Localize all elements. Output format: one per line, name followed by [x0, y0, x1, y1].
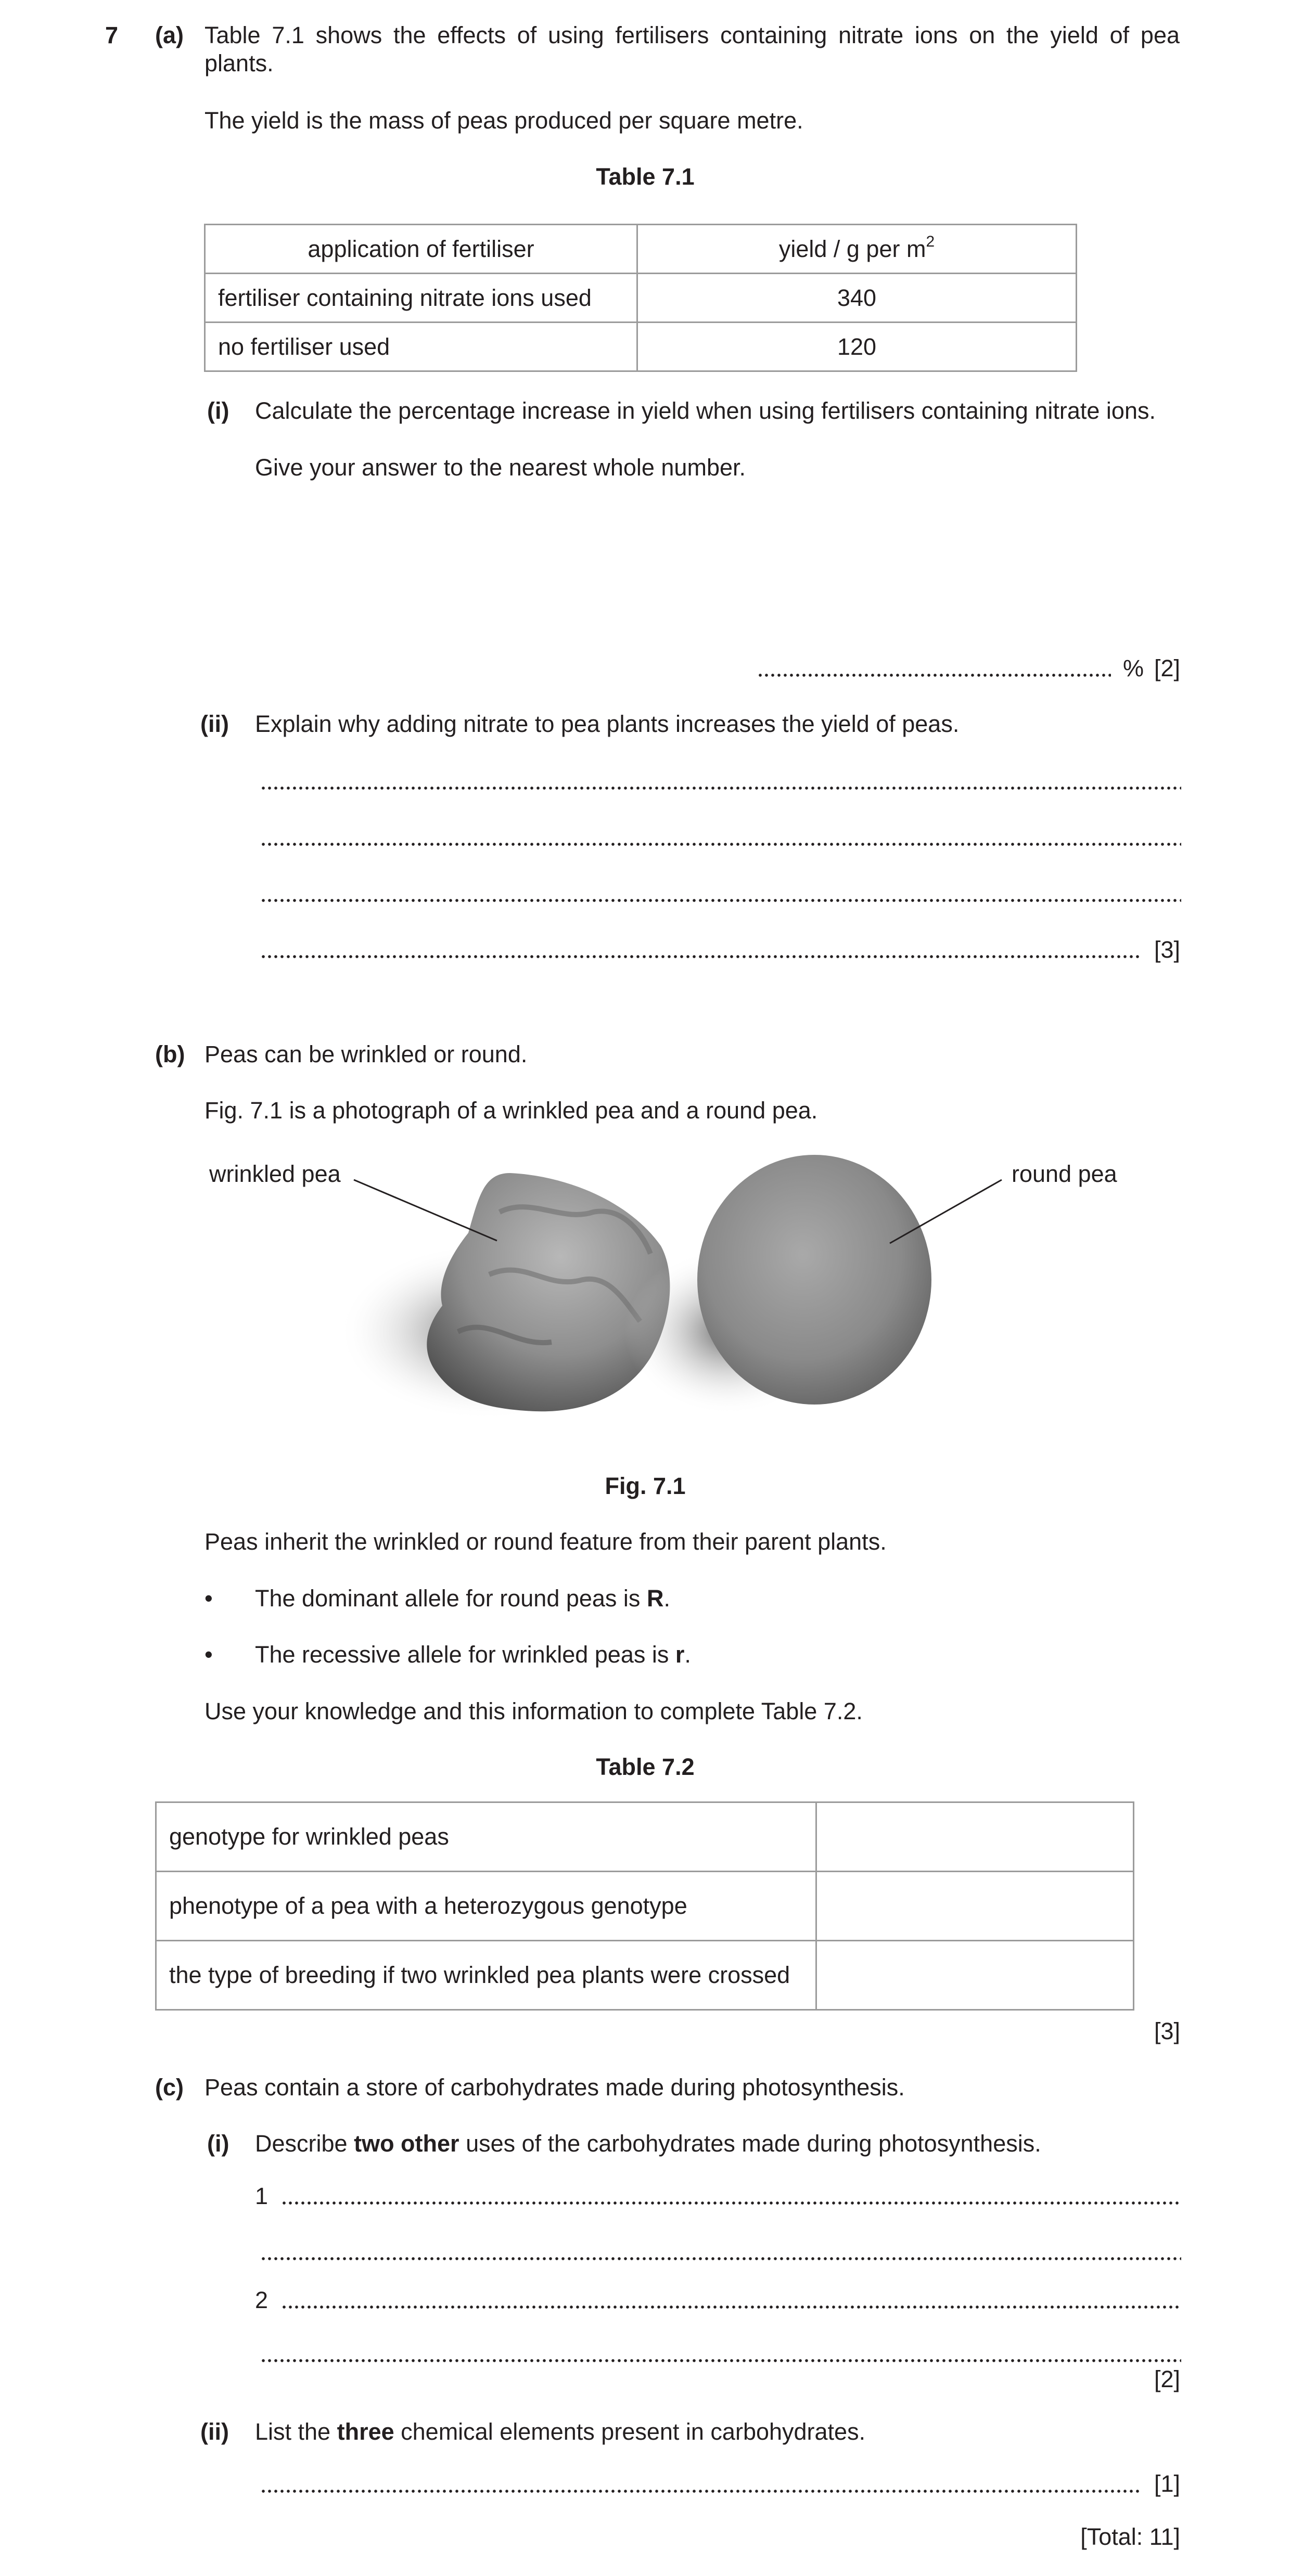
answer-line[interactable] — [281, 2201, 1181, 2205]
bullet: • — [204, 1641, 213, 1668]
table-cell-yield: 120 — [637, 323, 1077, 371]
table-7-2-answer-cell[interactable] — [816, 1872, 1134, 1941]
part-b-marks: [3] — [1154, 2018, 1181, 2044]
table-7-2-answer-cell[interactable] — [816, 1941, 1134, 2010]
part-c-i-label: (i) — [207, 2130, 229, 2157]
part-c-i-text — [255, 2130, 1041, 2158]
table-row — [156, 1941, 1134, 2010]
part-a-ii-text: Explain why adding nitrate to pea plants increases the yield of peas. — [255, 711, 960, 737]
answer-number-1: 1 — [255, 2183, 269, 2209]
allele-r: r — [675, 1641, 685, 1668]
table-cell-application: fertiliser containing nitrate ions used — [205, 274, 637, 323]
answer-line[interactable] — [281, 2305, 1181, 2309]
label-round-pea: round pea — [1012, 1161, 1117, 1187]
table-7-2 — [155, 1801, 1134, 2011]
table-cell-application: no fertiliser used — [205, 323, 637, 371]
yield-definition: The yield is the mass of peas produced per square metre. — [204, 107, 803, 134]
part-c-i-text-end: uses of the carbohydrates made during photosynthesis. — [459, 2130, 1041, 2157]
use-knowledge-text: Use your knowledge and this information to complete Table 7.2. — [204, 1698, 863, 1724]
table-row — [156, 1872, 1134, 1941]
part-a-i-instruction: Give your answer to the nearest whole number. — [255, 454, 746, 481]
table-7-2-title: Table 7.2 — [596, 1754, 695, 1780]
part-a-label: (a) — [155, 22, 184, 48]
table-header-application: application of fertiliser — [205, 225, 637, 274]
bullet-dominant-end: . — [663, 1585, 670, 1612]
part-a-intro-line2: plants. — [204, 50, 274, 76]
part-a-i-text: Calculate the percentage increase in yield when using fertilisers containing nitrate ions. — [255, 397, 1156, 424]
bullet-dominant — [255, 1585, 670, 1613]
part-c-ii-text — [255, 2418, 865, 2446]
yield-header-superscript: 2 — [926, 233, 935, 250]
percent-unit: % — [1123, 655, 1144, 681]
question-number: 7 — [105, 22, 119, 48]
part-c-i-text-start: Describe — [255, 2130, 354, 2157]
round-pea — [697, 1155, 931, 1405]
part-c-ii-marks: [1] — [1154, 2470, 1181, 2497]
fig-intro: Fig. 7.1 is a photograph of a wrinkled pea and a round pea. — [204, 1097, 818, 1124]
label-wrinkled-pea: wrinkled pea — [209, 1161, 341, 1187]
answer-line[interactable] — [260, 2257, 1181, 2260]
part-a-i-label: (i) — [207, 397, 229, 424]
part-c-i-text-bold: two other — [354, 2130, 459, 2157]
table-7-2-question: genotype for wrinkled peas — [156, 1802, 816, 1872]
part-c-ii-text-bold: three — [337, 2418, 394, 2445]
part-c-ii-text-start: List the — [255, 2418, 337, 2445]
part-c-i-marks: [2] — [1154, 2366, 1181, 2392]
answer-line[interactable] — [260, 2490, 1142, 2493]
table-7-2-question: the type of breeding if two wrinkled pea plants were crossed — [156, 1941, 816, 2010]
answer-line[interactable] — [260, 2359, 1181, 2362]
part-b-label: (b) — [155, 1041, 185, 1067]
answer-number-2: 2 — [255, 2287, 269, 2313]
bullet-dominant-text: The dominant allele for round peas is — [255, 1585, 647, 1612]
bullet: • — [204, 1585, 213, 1612]
table-7-1-title: Table 7.1 — [596, 163, 695, 190]
total-marks: [Total: 11] — [1080, 2523, 1180, 2550]
part-c-text: Peas contain a store of carbohydrates made during photosynthesis. — [204, 2074, 905, 2101]
part-a-i-marks: [2] — [1154, 655, 1181, 681]
yield-header-text: yield / g per m — [778, 235, 926, 262]
bullet-recessive-end: . — [684, 1641, 691, 1668]
allele-R: R — [646, 1585, 664, 1612]
part-c-ii-text-end: chemical elements present in carbohydrates. — [394, 2418, 866, 2445]
bullet-recessive-text: The recessive allele for wrinkled peas is — [255, 1641, 675, 1668]
bullet-recessive — [255, 1641, 691, 1669]
part-a-intro-line1: Table 7.1 shows the effects of using fertilisers containing nitrate ions on the yield of pea — [204, 22, 1180, 48]
inherit-text: Peas inherit the wrinkled or round feature from their parent plants. — [204, 1528, 887, 1555]
table-row — [156, 1802, 1134, 1872]
part-a-ii-marks: [3] — [1154, 936, 1181, 963]
part-c-ii-label: (ii) — [200, 2418, 229, 2445]
table-7-2-answer-cell[interactable] — [816, 1802, 1134, 1872]
part-b-text: Peas can be wrinkled or round. — [204, 1041, 528, 1067]
table-cell-yield: 340 — [637, 274, 1077, 323]
fig-7-1-caption: Fig. 7.1 — [605, 1473, 686, 1499]
part-c-label: (c) — [155, 2074, 184, 2101]
part-a-ii-label: (ii) — [200, 711, 229, 737]
table-7-2-question: phenotype of a pea with a heterozygous genotype — [156, 1872, 816, 1941]
